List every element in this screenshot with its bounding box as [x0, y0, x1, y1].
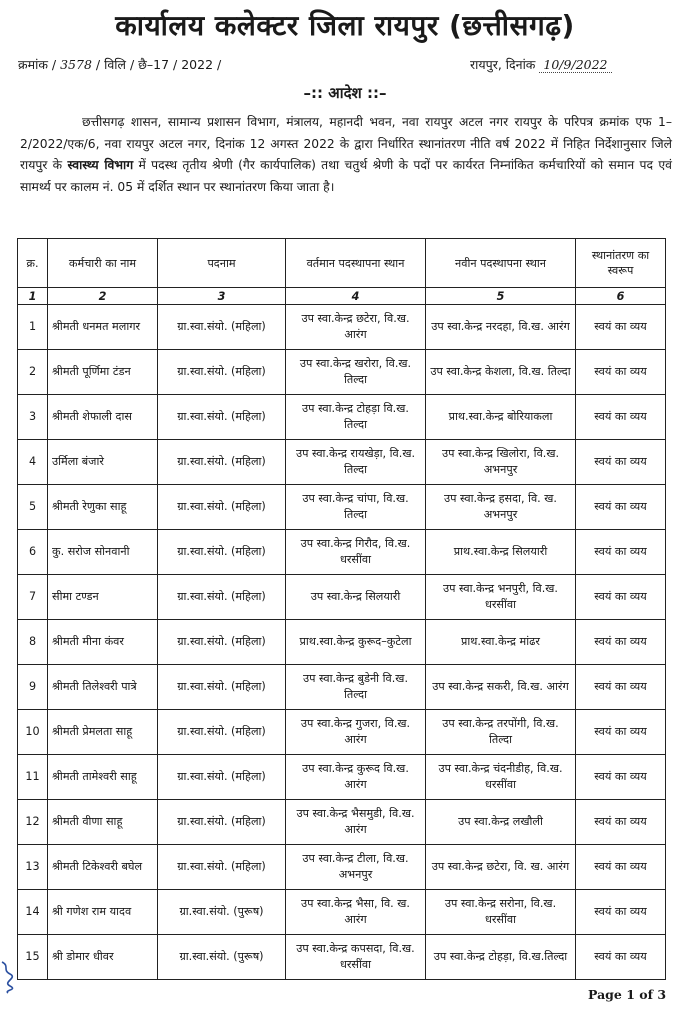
cell-current-posting: उप स्वा.केन्द्र टीला, वि.ख. अभनपुर	[286, 845, 426, 890]
cell-serial-number: 3	[18, 395, 48, 440]
ref-suffix: / विलि / छै–17 / 2022 /	[95, 57, 222, 72]
cell-new-posting: उप स्वा.केन्द्र लखौली	[426, 800, 576, 845]
table-row	[18, 665, 666, 710]
cell-transfer-type: स्वयं का व्यय	[576, 710, 666, 755]
cell-employee-name: श्रीमती तिलेश्वरी पात्रे	[48, 665, 158, 710]
cell-serial-number: 9	[18, 665, 48, 710]
column-number: 6	[576, 288, 666, 305]
page-number: Page 1 of 3	[588, 987, 667, 1002]
cell-serial-number: 12	[18, 800, 48, 845]
cell-current-posting: उप स्वा.केन्द्र गुजरा, वि.ख. आरंग	[286, 710, 426, 755]
cell-serial-number: 15	[18, 935, 48, 980]
cell-serial-number: 14	[18, 890, 48, 935]
cell-post: ग्रा.स्वा.संयो. (महिला)	[158, 710, 286, 755]
cell-post: ग्रा.स्वा.संयो. (महिला)	[158, 755, 286, 800]
paragraph-text-1: छत्तीसगढ़ शासन, सामान्य प्रशासन विभाग, मंत्रालय, महानदी भवन, नवा रायपुर अटल नगर रायपुर के परिपत्र क्रमांक एफ 1–2/2022/एक/6, नवा रायपुर अटल नगर, दिनांक 12 अगस्त 2022 के द्वारा निर्धारित स्थानांतरण नीति वर्ष 2022 में निहित निर्देशानुसार जिले रायपुर के	[20, 115, 672, 172]
cell-post: ग्रा.स्वा.संयो. (महिला)	[158, 845, 286, 890]
column-number-row	[18, 288, 666, 305]
cell-employee-name: श्रीमती रेणुका साहू	[48, 485, 158, 530]
table-row	[18, 305, 666, 350]
cell-current-posting: उप स्वा.केन्द्र गिरौद, वि.ख. धरसींवा	[286, 530, 426, 575]
cell-post: ग्रा.स्वा.संयो. (पुरूष)	[158, 890, 286, 935]
cell-serial-number: 10	[18, 710, 48, 755]
column-number: 1	[18, 288, 48, 305]
cell-new-posting: उप स्वा.केन्द्र चंदनीडीह, वि.ख. धरसींवा	[426, 755, 576, 800]
cell-current-posting: उप स्वा.केन्द्र छटेरा, वि.ख. आरंग	[286, 305, 426, 350]
table-row	[18, 395, 666, 440]
cell-post: ग्रा.स्वा.संयो. (महिला)	[158, 350, 286, 395]
cell-employee-name: श्रीमती पूर्णिमा टंडन	[48, 350, 158, 395]
cell-serial-number: 1	[18, 305, 48, 350]
cell-employee-name: श्रीमती धनमत मलागर	[48, 305, 158, 350]
cell-serial-number: 2	[18, 350, 48, 395]
cell-transfer-type: स्वयं का व्यय	[576, 305, 666, 350]
cell-serial-number: 11	[18, 755, 48, 800]
cell-transfer-type: स्वयं का व्यय	[576, 755, 666, 800]
cell-employee-name: उर्मिला बंजारे	[48, 440, 158, 485]
cell-employee-name: श्रीमती वीणा साहू	[48, 800, 158, 845]
cell-transfer-type: स्वयं का व्यय	[576, 485, 666, 530]
column-number: 3	[158, 288, 286, 305]
cell-new-posting: उप स्वा.केन्द्र तरपोंगी, वि.ख. तिल्दा	[426, 710, 576, 755]
cell-post: ग्रा.स्वा.संयो. (महिला)	[158, 800, 286, 845]
cell-current-posting: उप स्वा.केन्द्र खरोरा, वि.ख. तिल्दा	[286, 350, 426, 395]
cell-current-posting: उप स्वा.केन्द्र सिलयारी	[286, 575, 426, 620]
cell-new-posting: प्राथ.स्वा.केन्द्र सिलयारी	[426, 530, 576, 575]
place-label: रायपुर, दिनांक	[470, 57, 536, 72]
cell-current-posting: उप स्वा.केन्द्र कपसदा, वि.ख. धरसींवा	[286, 935, 426, 980]
cell-new-posting: उप स्वा.केन्द्र खिलोरा, वि.ख. अभनपुर	[426, 440, 576, 485]
cell-post: ग्रा.स्वा.संयो. (महिला)	[158, 485, 286, 530]
cell-transfer-type: स्वयं का व्यय	[576, 935, 666, 980]
cell-current-posting: प्राथ.स्वा.केन्द्र कुरूद–कुटेला	[286, 620, 426, 665]
table-row	[18, 890, 666, 935]
cell-new-posting: उप स्वा.केन्द्र नरदहा, वि.ख. आरंग	[426, 305, 576, 350]
place-date	[470, 56, 612, 73]
header-transfer-type: स्थानांतरण का स्वरूप	[576, 239, 666, 288]
transfer-table	[17, 238, 666, 980]
cell-transfer-type: स्वयं का व्यय	[576, 890, 666, 935]
cell-post: ग्रा.स्वा.संयो. (महिला)	[158, 665, 286, 710]
cell-serial-number: 13	[18, 845, 48, 890]
cell-new-posting: उप स्वा.केन्द्र सरोना, वि.ख. धरसींवा	[426, 890, 576, 935]
cell-current-posting: उप स्वा.केन्द्र कुरूद वि.ख. आरंग	[286, 755, 426, 800]
cell-post: ग्रा.स्वा.संयो. (महिला)	[158, 530, 286, 575]
cell-serial-number: 7	[18, 575, 48, 620]
table-row	[18, 800, 666, 845]
cell-transfer-type: स्वयं का व्यय	[576, 575, 666, 620]
table-body	[18, 305, 666, 980]
cell-employee-name: श्रीमती टिकेश्वरी बघेल	[48, 845, 158, 890]
paragraph-text-2: में पदस्थ तृतीय श्रेणी (गैर कार्यपालिक) तथा चतुर्थ श्रेणी के पदों पर कार्यरत निम्नांकित कर्मचारियों को समान पद एवं सामर्थ्य पर कालम नं. 05 में दर्शित स्थान पर स्थानांतरण किया जाता है।	[20, 158, 672, 194]
cell-current-posting: उप स्वा.केन्द्र भैसा, वि. ख. आरंग	[286, 890, 426, 935]
cell-transfer-type: स्वयं का व्यय	[576, 665, 666, 710]
table-row	[18, 575, 666, 620]
column-number: 2	[48, 288, 158, 305]
cell-post: ग्रा.स्वा.संयो. (महिला)	[158, 575, 286, 620]
cell-new-posting: उप स्वा.केन्द्र छटेरा, वि. ख. आरंग	[426, 845, 576, 890]
table-row	[18, 440, 666, 485]
order-heading: –:: आदेश ::–	[303, 84, 387, 102]
cell-transfer-type: स्वयं का व्यय	[576, 845, 666, 890]
cell-new-posting: उप स्वा.केन्द्र केशला, वि.ख. तिल्दा	[426, 350, 576, 395]
margin-scribble-mark	[0, 960, 14, 994]
header-post: पदनाम	[158, 239, 286, 288]
cell-new-posting: प्राथ.स्वा.केन्द्र मांढर	[426, 620, 576, 665]
cell-new-posting: उप स्वा.केन्द्र भनपुरी, वि.ख. धरसींवा	[426, 575, 576, 620]
cell-transfer-type: स्वयं का व्यय	[576, 395, 666, 440]
cell-employee-name: श्रीमती प्रेमलता साहू	[48, 710, 158, 755]
cell-current-posting: उप स्वा.केन्द्र टोहड़ा वि.ख. तिल्दा	[286, 395, 426, 440]
reference-number	[18, 56, 221, 73]
cell-serial-number: 8	[18, 620, 48, 665]
table-row	[18, 845, 666, 890]
cell-employee-name: कु. सरोज सोनवानी	[48, 530, 158, 575]
cell-current-posting: उप स्वा.केन्द्र भैसमुडी, वि.ख. आरंग	[286, 800, 426, 845]
date-handwritten: 10/9/2022	[539, 57, 611, 73]
cell-employee-name: श्री गणेश राम यादव	[48, 890, 158, 935]
column-number: 5	[426, 288, 576, 305]
cell-transfer-type: स्वयं का व्यय	[576, 800, 666, 845]
cell-transfer-type: स्वयं का व्यय	[576, 530, 666, 575]
cell-post: ग्रा.स्वा.संयो. (महिला)	[158, 620, 286, 665]
header-name: कर्मचारी का नाम	[48, 239, 158, 288]
cell-new-posting: उप स्वा.केन्द्र हसदा, वि. ख. अभनपुर	[426, 485, 576, 530]
table-row	[18, 350, 666, 395]
cell-employee-name: श्रीमती मीना कंवर	[48, 620, 158, 665]
cell-post: ग्रा.स्वा.संयो. (महिला)	[158, 395, 286, 440]
cell-new-posting: प्राथ.स्वा.केन्द्र बोरियाकला	[426, 395, 576, 440]
header-current-posting: वर्तमान पदस्थापना स्थान	[286, 239, 426, 288]
table-row	[18, 530, 666, 575]
cell-transfer-type: स्वयं का व्यय	[576, 620, 666, 665]
cell-serial-number: 4	[18, 440, 48, 485]
paragraph-bold-department: स्वास्थ्य विभाग	[67, 158, 134, 172]
cell-current-posting: उप स्वा.केन्द्र रायखेड़ा, वि.ख. तिल्दा	[286, 440, 426, 485]
table-row	[18, 485, 666, 530]
table-header-row	[18, 239, 666, 288]
header-sn: क्र.	[18, 239, 48, 288]
cell-employee-name: सीमा टण्डन	[48, 575, 158, 620]
column-number: 4	[286, 288, 426, 305]
cell-employee-name: श्रीमती शेफाली दास	[48, 395, 158, 440]
ref-number-handwritten: 3578	[60, 57, 92, 72]
cell-new-posting: उप स्वा.केन्द्र सकरी, वि.ख. आरंग	[426, 665, 576, 710]
office-title: कार्यालय कलेक्टर जिला रायपुर (छत्तीसगढ़)	[115, 9, 575, 42]
header-new-posting: नवीन पदस्थापना स्थान	[426, 239, 576, 288]
table-row	[18, 620, 666, 665]
cell-post: ग्रा.स्वा.संयो. (महिला)	[158, 305, 286, 350]
cell-transfer-type: स्वयं का व्यय	[576, 350, 666, 395]
cell-current-posting: उप स्वा.केन्द्र बुडेनी वि.ख. तिल्दा	[286, 665, 426, 710]
ref-prefix: क्रमांक /	[18, 57, 57, 72]
cell-serial-number: 5	[18, 485, 48, 530]
table-row	[18, 755, 666, 800]
table-row	[18, 935, 666, 980]
cell-post: ग्रा.स्वा.संयो. (महिला)	[158, 440, 286, 485]
cell-post: ग्रा.स्वा.संयो. (पुरूष)	[158, 935, 286, 980]
cell-serial-number: 6	[18, 530, 48, 575]
order-paragraph	[20, 112, 672, 198]
cell-transfer-type: स्वयं का व्यय	[576, 440, 666, 485]
table-row	[18, 710, 666, 755]
cell-employee-name: श्रीमती तामेश्वरी साहू	[48, 755, 158, 800]
cell-employee-name: श्री डोमार धीवर	[48, 935, 158, 980]
cell-current-posting: उप स्वा.केन्द्र चांपा, वि.ख. तिल्दा	[286, 485, 426, 530]
cell-new-posting: उप स्वा.केन्द्र टोहड़ा, वि.ख.तिल्दा	[426, 935, 576, 980]
